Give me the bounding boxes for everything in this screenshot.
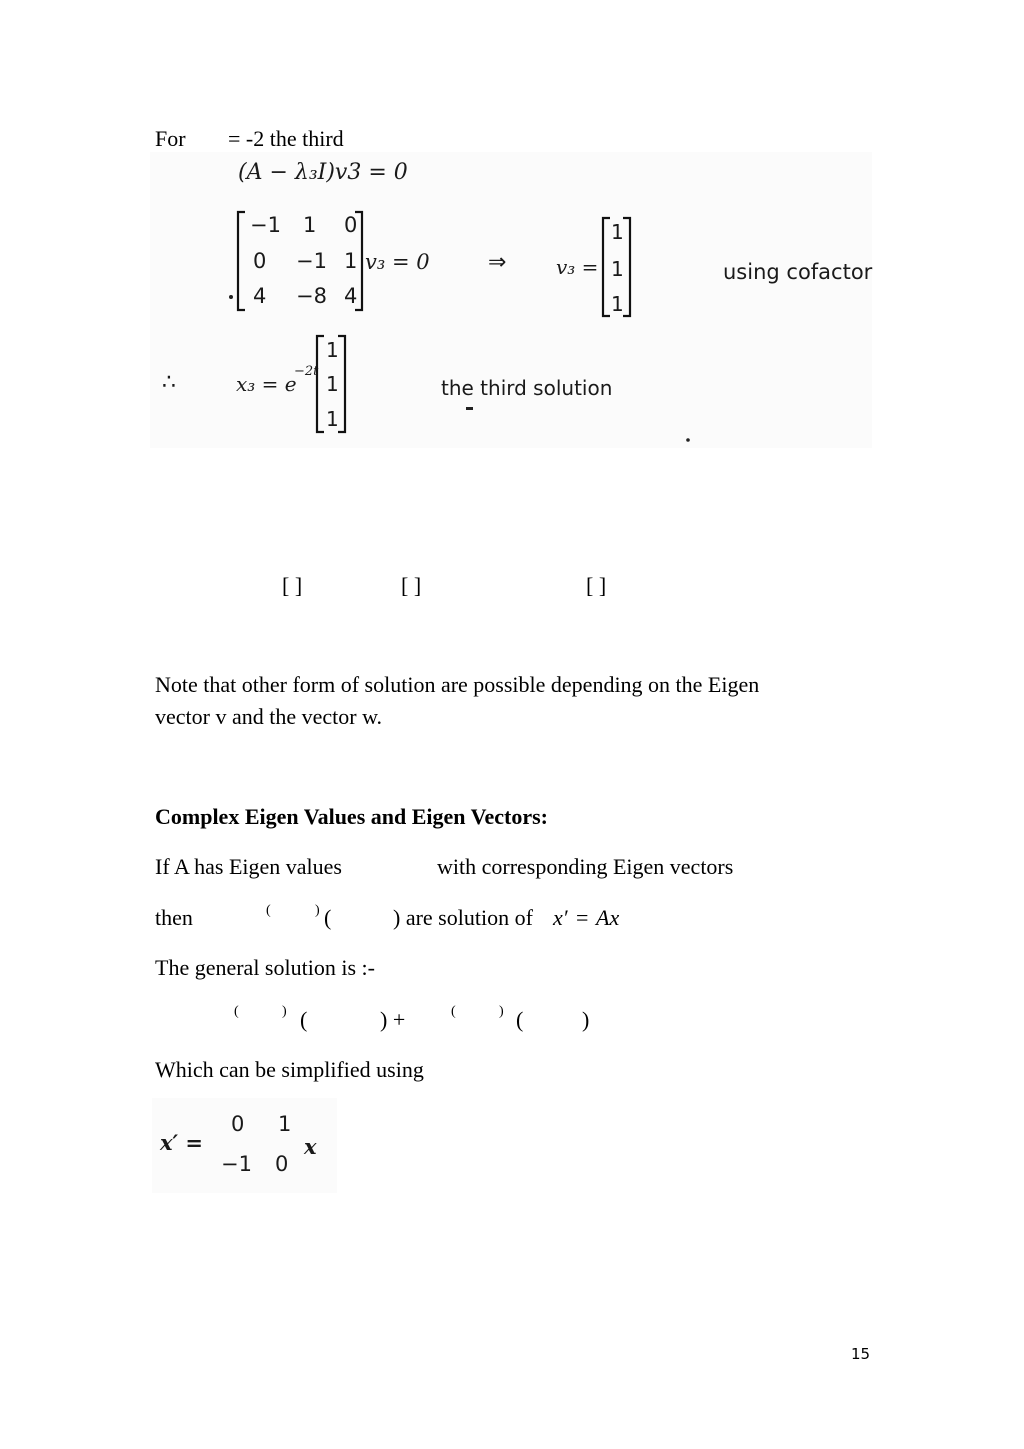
- if-a-text: If A has Eigen values: [155, 854, 342, 879]
- matrix-cell: 0: [344, 213, 358, 237]
- v3-label: v₃ =: [556, 255, 599, 279]
- matrix-cell: 0: [275, 1152, 289, 1176]
- implies-arrow: ⇒: [488, 250, 507, 275]
- paren: ): [282, 1004, 287, 1019]
- matrix-cell: −1: [221, 1152, 252, 1176]
- matrix-cell: −1: [296, 249, 327, 273]
- v3-equals-zero: v₃ = 0: [365, 250, 430, 274]
- bracket-group-1: [ ]: [282, 573, 303, 598]
- bracket-group-2: [ ]: [401, 573, 422, 598]
- then-text: then: [155, 905, 193, 930]
- x3-exponent: −2t: [294, 364, 319, 379]
- matrix-cell: 1: [303, 213, 317, 237]
- x-prime-eq: x′ =: [160, 1130, 203, 1155]
- paren: (: [266, 903, 271, 918]
- paren: ): [499, 1004, 504, 1019]
- paren: (: [234, 1004, 239, 1019]
- matrix-cell: 0: [231, 1112, 245, 1136]
- v3-entry: 1: [611, 257, 624, 281]
- x-prime: x′: [553, 905, 568, 930]
- paren: (: [300, 1007, 308, 1032]
- matrix-cell: −1: [250, 213, 281, 237]
- matrix-cell: 1: [278, 1112, 292, 1136]
- eigen-equation: (A − λ₃I)v3 = 0: [238, 160, 408, 185]
- matrix-cell: −8: [296, 284, 327, 308]
- lambda-value-text: = -2 the third: [228, 126, 344, 151]
- equals-sign: =: [576, 905, 589, 930]
- x3-entry: 1: [326, 338, 339, 362]
- ax-term: Ax: [596, 905, 620, 930]
- bracket-group-3: [ ]: [586, 573, 607, 598]
- which-simplified-text: Which can be simplified using: [155, 1057, 424, 1082]
- matrix-cell: 0: [253, 249, 267, 273]
- therefore-symbol: ∴: [162, 370, 176, 395]
- x3-entry: 1: [326, 407, 339, 431]
- paren: (: [516, 1007, 524, 1032]
- x3-entry: 1: [326, 372, 339, 396]
- matrix-cell: 1: [344, 249, 358, 273]
- note-line-1: Note that other form of solution are possible depending on the Eigen: [155, 672, 760, 697]
- v3-entry: 1: [611, 220, 624, 244]
- using-cofactor-text: using cofactor: [723, 260, 873, 284]
- paren: ): [315, 903, 320, 918]
- paren: (: [451, 1004, 456, 1019]
- with-vectors-text: with corresponding Eigen vectors: [437, 854, 734, 879]
- paren-plus: ) +: [380, 1007, 406, 1032]
- solution-of-text: ) are solution of: [393, 905, 533, 930]
- for-label: For: [155, 126, 186, 151]
- paren: ): [582, 1007, 590, 1032]
- note-line-2: vector v and the vector w.: [155, 704, 383, 729]
- x3-equation: x₃ = e: [236, 372, 297, 396]
- v3-entry: 1: [611, 292, 624, 316]
- section-heading: Complex Eigen Values and Eigen Vectors:: [155, 804, 548, 829]
- third-solution-text: the third solution: [441, 376, 613, 400]
- page-number: 15: [851, 1345, 871, 1363]
- paren: (: [324, 905, 332, 930]
- x-vector: x: [304, 1134, 317, 1159]
- matrix-cell: 4: [253, 284, 267, 308]
- matrix-cell: 4: [344, 284, 358, 308]
- general-solution-text: The general solution is :-: [155, 955, 375, 980]
